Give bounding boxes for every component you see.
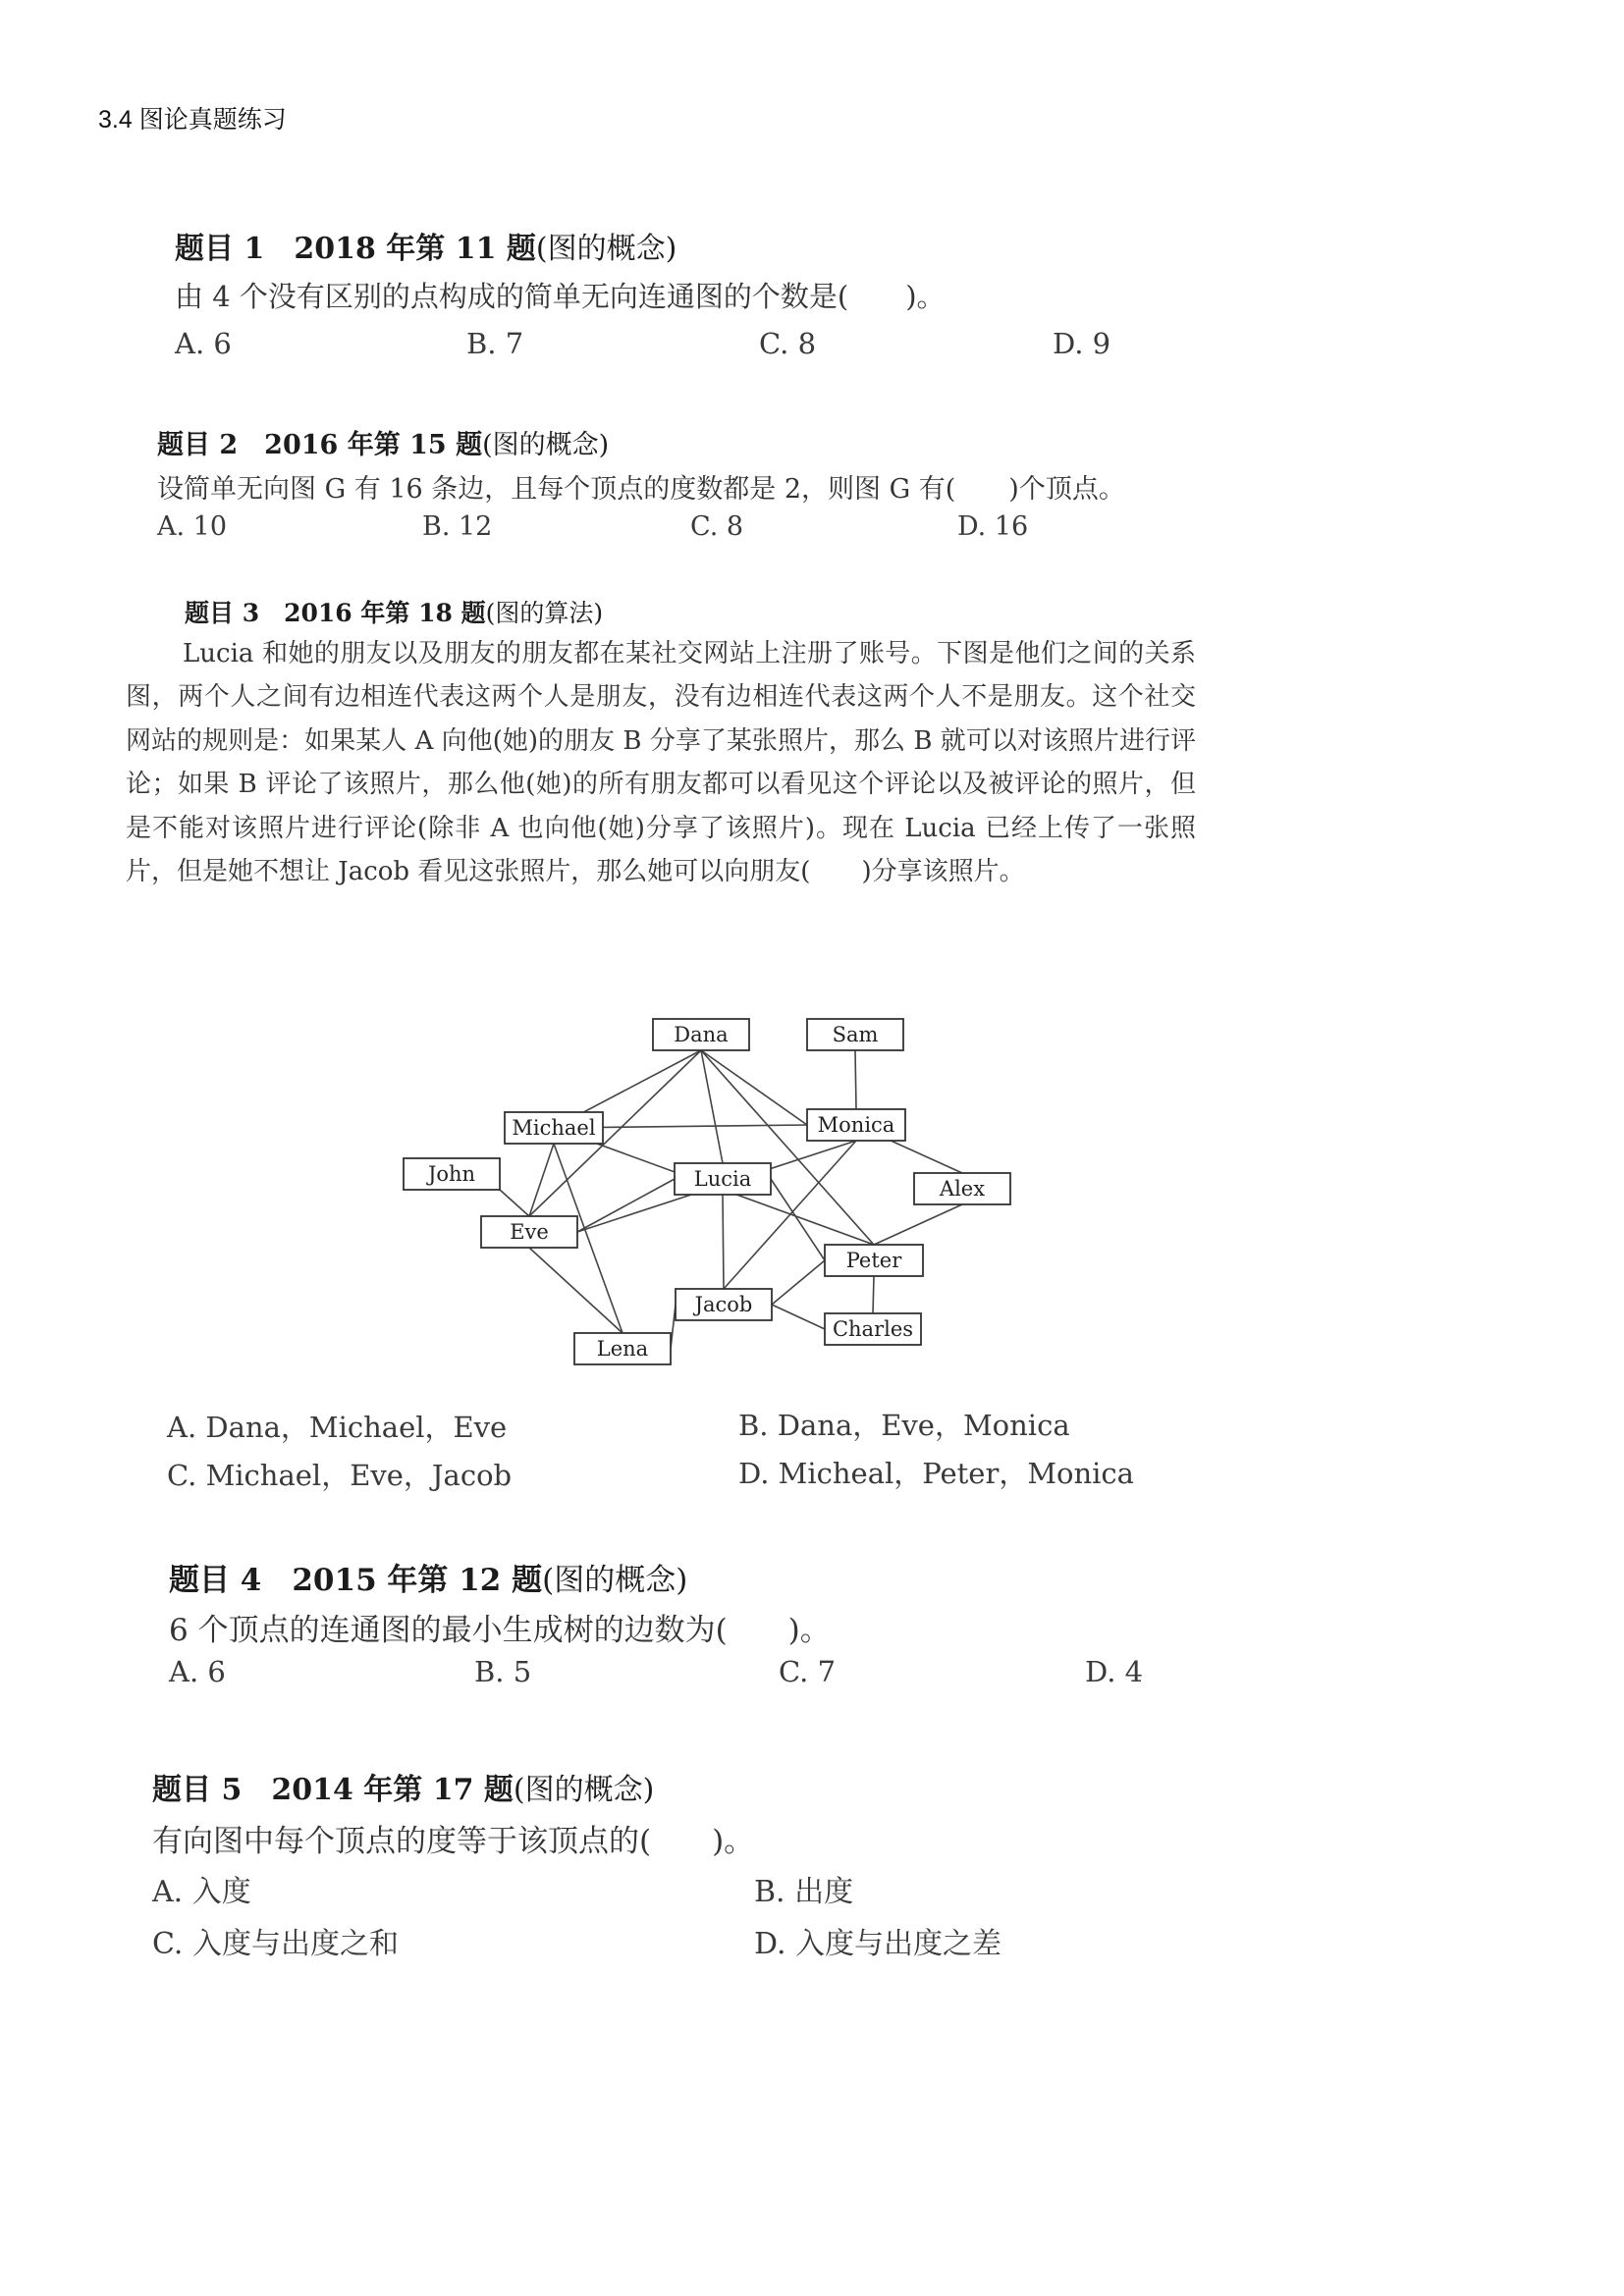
node-label: Peter [845, 1249, 902, 1272]
node-label: Lucia [693, 1167, 752, 1191]
option-a: A. 6 [169, 1655, 226, 1688]
option-c: C. 8 [690, 511, 744, 542]
question-number: 题目 4 2015 年第 12 题 [169, 1563, 543, 1598]
option-a: A. 10 [157, 511, 228, 542]
edge-lucia-peter [771, 1179, 825, 1260]
option-b: B. 7 [466, 327, 524, 360]
question-text: 6 个顶点的连通图的最小生成树的边数为( )。 [169, 1613, 831, 1648]
question-heading [175, 224, 677, 267]
edge-jacob-charles [772, 1305, 825, 1329]
edge-sam-monica [855, 1050, 856, 1109]
node-john [404, 1158, 500, 1190]
question-number: 题目 2 2016 年第 15 题 [157, 430, 483, 460]
question-heading [185, 594, 603, 629]
question-text: Lucia 和她的朋友以及朋友的朋友都在某社交网站上注册了账号。下图是他们之间的关系图，两个人之间有边相连代表这两个人是朋友，没有边相连代表这两个人不是朋友。这个社交网站的规则是：如果某人 A 向他(她)的朋友 B 分享了某张照片，那么 B 就可以对该照片进行评论；如果 B 评论了该照片，那么他(她)的所有朋友都可以看见这个评论以及被评论的照片，但是不能对该照片进行评论(除非 A 也向他(她)分享了该照片)。现在 Lucia 已经上传了一张照片，但是她不想让 Jacob 看见这张照片，那么她可以向朋友( )分享该照片。 [126, 639, 1196, 887]
question-category: (图的算法) [485, 599, 604, 627]
option-a: A. 入度 [152, 1875, 251, 1909]
option-d: D. Micheal，Peter，Monica [738, 1457, 1134, 1490]
question-text: 有向图中每个顶点的度等于该顶点的( )。 [152, 1824, 755, 1859]
node-label: Eve [510, 1220, 549, 1244]
node-monica [807, 1109, 905, 1141]
option-d: D. 9 [1053, 327, 1111, 360]
option-b: B. 5 [474, 1655, 532, 1688]
node-jacob [676, 1289, 772, 1320]
edge-dana-monica [701, 1050, 807, 1125]
question-number: 题目 5 2014 年第 17 题 [152, 1773, 514, 1807]
node-label: Monica [817, 1113, 895, 1137]
node-eve [481, 1216, 577, 1248]
question-text: 设简单无向图 G 有 16 条边，且每个顶点的度数都是 2，则图 G 有( )个顶点。 [157, 474, 1125, 505]
node-dana [653, 1019, 749, 1050]
option-a: A. Dana，Michael，Eve [167, 1411, 508, 1444]
edge-dana-peter [701, 1050, 874, 1245]
edge-dana-lucia [701, 1050, 723, 1163]
question-heading [152, 1765, 654, 1808]
edge-alex-peter [874, 1204, 962, 1245]
node-michael [505, 1112, 603, 1144]
node-label: Sam [832, 1023, 879, 1046]
edge-peter-jacob [772, 1260, 825, 1305]
section-title: 3.4 图论真题练习 [98, 106, 287, 133]
option-b: B. Dana，Eve，Monica [738, 1409, 1070, 1442]
node-label: Michael [512, 1116, 596, 1140]
option-b: B. 出度 [754, 1875, 854, 1909]
edge-eve-lena [529, 1248, 623, 1333]
question-number: 题目 3 2016 年第 18 题 [185, 599, 486, 627]
node-lena [574, 1333, 671, 1364]
option-c: C. 8 [759, 327, 817, 360]
option-d: D. 4 [1085, 1655, 1144, 1688]
node-charles [825, 1313, 921, 1345]
option-a: A. 6 [175, 327, 232, 360]
node-label: John [427, 1162, 476, 1186]
option-b: B. 12 [422, 511, 493, 542]
option-d: D. 16 [957, 511, 1029, 542]
node-lucia [675, 1163, 771, 1195]
node-alex [914, 1173, 1010, 1204]
node-label: Charles [832, 1317, 914, 1341]
edge-john-eve [500, 1190, 529, 1216]
node-peter [825, 1245, 923, 1276]
edge-lucia-jacob [723, 1195, 724, 1289]
friendship-graph [0, 1001, 1624, 1414]
edge-peter-charles [873, 1276, 874, 1313]
question-category: (图的概念) [542, 1563, 688, 1598]
question-category: (图的概念) [482, 430, 610, 460]
node-label: Lena [596, 1337, 649, 1361]
option-c: C. 7 [779, 1655, 837, 1688]
question-heading [169, 1555, 687, 1599]
node-label: Dana [674, 1023, 729, 1046]
node-label: Alex [939, 1177, 986, 1201]
question-heading [157, 423, 609, 461]
option-c: C. Michael，Eve，Jacob [167, 1459, 513, 1492]
question-category: (图的概念) [513, 1773, 655, 1807]
option-c: C. 入度与出度之和 [152, 1927, 399, 1961]
node-label: Jacob [694, 1293, 753, 1316]
node-sam [807, 1019, 903, 1050]
question-text: 由 4 个没有区别的点构成的简单无向连通图的个数是( )。 [175, 280, 946, 313]
question-category: (图的概念) [535, 232, 677, 266]
question-number: 题目 1 2018 年第 11 题 [175, 232, 536, 266]
option-d: D. 入度与出度之差 [754, 1927, 1002, 1961]
